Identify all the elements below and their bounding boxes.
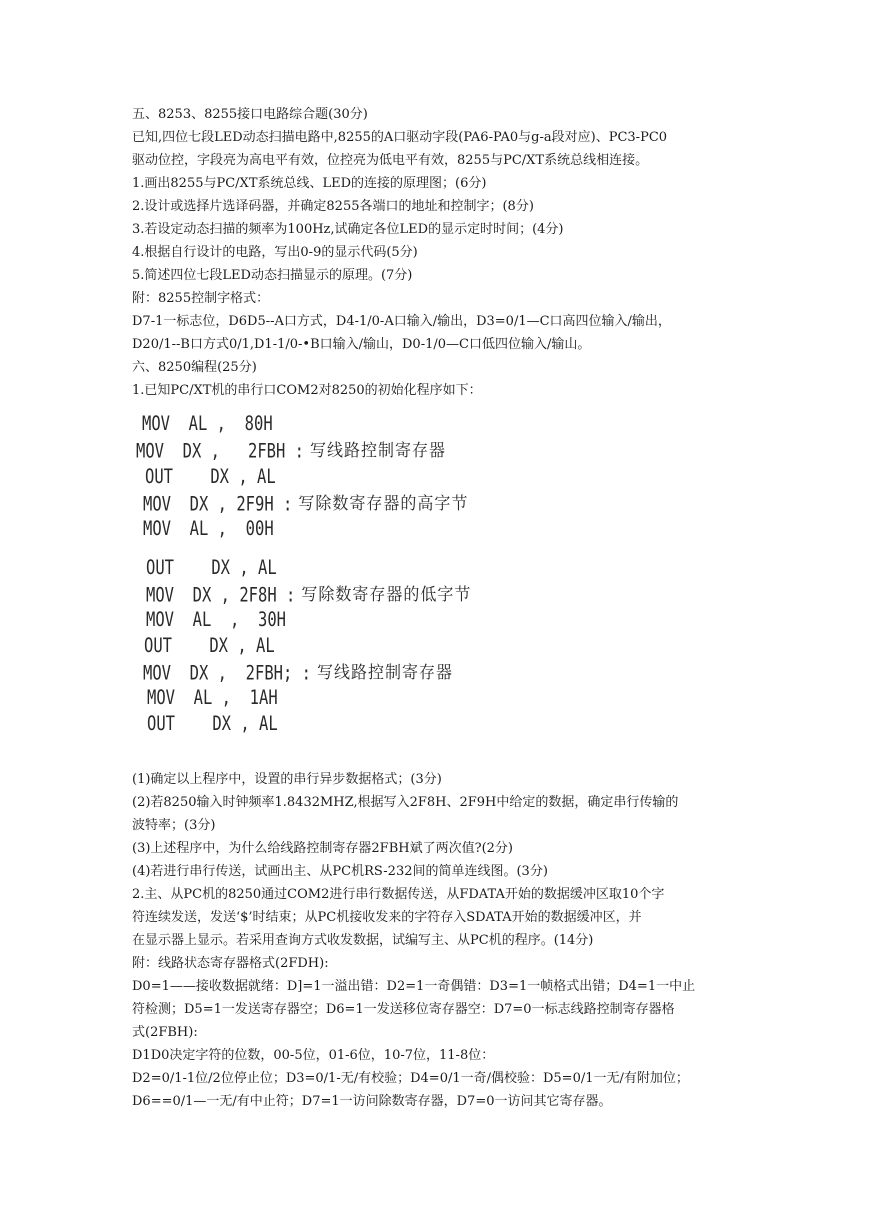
section6-q2-line: 在显示器上显示。若采用查询方式收发数据，试编写主、从PC机的程序。(14分) (132, 933, 594, 948)
section6-appendix-line: 符检测；D5=1一发送寄存器空；D6=1一发送移位寄存器空：D7=0一标志线路控制寄存器格 (132, 1002, 675, 1017)
section6-subquestion: (2)若8250输入时钟频率1.8432MHZ,根据写入2F8H、2F9H中给定的数据，确定串行传输的 (132, 795, 679, 810)
section5-question: 1.画出8255与PC/XT系统总线、LED的连接的原理图；(6分) (132, 176, 487, 191)
section6-q2-line: 2.主、从PC机的8250通过COM2进行串行数据传送，从FDATA开始的数据缓冲区取10个字 (132, 887, 665, 902)
section5-appendix-line: D7-1一标志位，D6D5--A口方式，D4-1/0-A口输入/输出，D3=0/1—C口高四位输入/输出， (132, 314, 671, 329)
assembly-code-image (136, 408, 752, 760)
section6-title: 六、8250编程(25分) (132, 360, 257, 375)
section5-appendix-title: 附：8255控制字格式： (132, 291, 270, 306)
code-line: MOV AL , 80H (142, 412, 273, 435)
section6-appendix-line: D6==0/1—一无/有中止符；D7=1一访问除数寄存器，D7=0一访问其它寄存器。 (132, 1094, 612, 1109)
code-line: OUT DX , AL (146, 556, 277, 579)
section6-appendix-line: D0=1——接收数据就绪：D]=1一溢出错：D2=1一奇偶错：D3=1一帧格式出错；D4=1一中止 (132, 979, 696, 994)
section5-question: 3.若设定动态扫描的频率为100Hz,试确定各位LED的显示定时时间；(4分) (132, 222, 564, 237)
exam-page (132, 103, 752, 1113)
section5-intro-line: 驱动位控，字段亮为高电平有效，位控亮为低电平有效，8255与PC/XT系统总线相连接。 (132, 153, 649, 168)
section5-question: 4.根据自行设计的电路，写出0-9的显示代码(5分) (132, 245, 418, 260)
code-line: MOV AL , 1AH (147, 686, 278, 709)
section5-title: 五、8253、8255接口电路综合题(30分) (132, 107, 368, 122)
code-line: MOV DX , 2FBH : 写线路控制寄存器 (136, 439, 447, 463)
section6-appendix-line: 式(2FBH): (132, 1025, 198, 1040)
section6-appendix-line: D1D0决定字符的位数，00-5位，01-6位，10-7位，11-8位： (132, 1048, 495, 1063)
section6-subquestion: 波特率；(3分) (132, 818, 216, 833)
section6-subquestion: (4)若进行串行传送，试画出主、从PC机RS-232间的简单连线图。(3分) (132, 864, 548, 879)
section6-appendix-line: 附：线路状态寄存器格式(2FDH): (132, 956, 329, 971)
section6-q1-intro: 1.已知PC/XT机的串行口COM2对8250的初始化程序如下： (132, 383, 482, 398)
section5-intro-line: 已知,四位七段LED动态扫描电路中,8255的A口驱动字段(PA6-PA0与g-a段对应)、PC3-PC0 (132, 130, 668, 145)
section6-subquestion: (1)确定以上程序中，设置的串行异步数据格式；(3分) (132, 772, 442, 787)
code-line: MOV AL , 30H (146, 608, 286, 631)
section5-appendix-line: D20/1--B口方式0/1,D1-1/0-•B口输入/输山，D0-1/0—C口低四位输入/输山。 (132, 337, 591, 352)
code-line: OUT DX , AL (145, 465, 276, 488)
section6-q2-line: 符连续发送，发送‘$’时结束；从PC机接收发来的字符存入SDATA开始的数据缓冲区，并 (132, 910, 642, 925)
code-line: MOV AL , 00H (143, 517, 274, 540)
code-line: OUT DX , AL (147, 712, 278, 735)
section5-question: 5.简述四位七段LED动态扫描显示的原理。(7分) (132, 268, 413, 283)
code-line: MOV DX , 2F9H : 写除数寄存器的高字节 (143, 492, 469, 516)
code-line: MOV DX , 2F8H : 写除数寄存器的低字节 (146, 583, 472, 607)
section6-appendix-line: D2=0/1-1位/2位停止位；D3=0/1-无/有校验；D4=0/1一奇/偶校验：D5=0/1一无/有附加位； (132, 1071, 689, 1086)
code-line: MOV DX , 2FBH; : 写线路控制寄存器 (143, 661, 454, 685)
section5-question: 2.设计或选择片选译码器，并确定8255各端口的地址和控制字；(8分) (132, 199, 534, 214)
code-line: OUT DX , AL (144, 634, 275, 657)
section6-subquestion: (3)上述程序中，为什么给线路控制寄存器2FBH斌了两次值?(2分) (132, 841, 513, 856)
